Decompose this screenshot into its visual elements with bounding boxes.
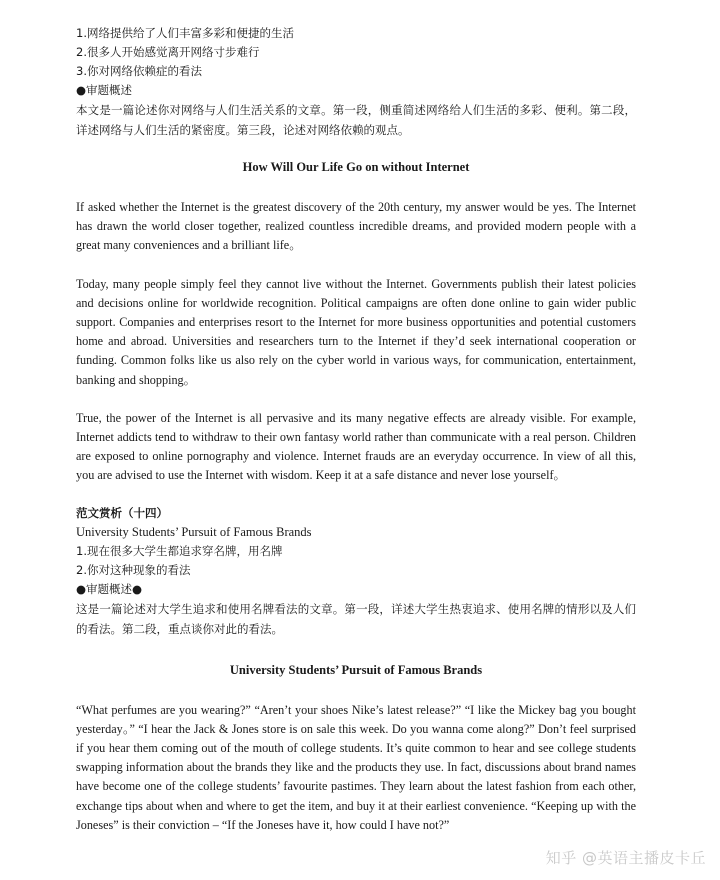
review-heading-2: ●审题概述●: [76, 581, 143, 596]
essay1-paragraph-1: If asked whether the Internet is the greatest discovery of the 20th century, my answer would be yes. The Internet has drawn the world closer together, realized countless incredible dreams, and provided modern people with a great many conveniences and a brilliant life。: [76, 200, 636, 253]
essay2-paragraph: “What perfumes are you wearing?” “Aren’t your shoes Nike’s latest release?” “I like the Mickey bag you bought yesterday。” “I hear the Jack & Jones store is on sale this week. Do you wanna come along?” Don’t feel surprised if you hear them coming out of the mouth of college students. It’s quite common to hear and see college students swapping information about the brands they like and the products they use. In fact, discussions about brand names have become one of the college students’ favourite pastimes. They learn about the latest fashion from each other, exchange tips about when and where to get the item, and buy it at their earliest convenience. “Keeping up with the Joneses” is their conviction – “If the Joneses have it, how could I have not?”: [76, 702, 636, 832]
section2-point-2: 2.你对这种现象的看法: [76, 562, 191, 577]
essay1-paragraph-3: True, the power of the Internet is all pervasive and its many negative effects are already visible. For example, Internet addicts tend to withdraw to their own fantasy world rather than communicate with a real person. Children are exposed to online pornography and violence. Internet frauds are an everyday occurrence. In view of all this, you are advised to use the Internet with wisdom. Keep it at a safe distance and never lose yourself。: [76, 410, 636, 483]
topic-point-1: 1.网络提供给了人们丰富多彩和便捷的生活: [76, 26, 294, 40]
review-text-1: 本文是一篇论述你对网络与人们生活关系的文章。第一段，侧重简述网络给人们生活的多彩、便利。第二段，详述网络与人们生活的紧密度。第三段，论述对网络依赖的观点。: [76, 103, 636, 137]
topic-point-3: 3.你对网络依赖症的看法: [76, 64, 202, 78]
section2-subtitle: University Students’ Pursuit of Famous Brands: [76, 524, 312, 539]
essay2-title: University Students’ Pursuit of Famous Brands: [229, 662, 483, 677]
review-heading-1: ●审题概述: [76, 83, 133, 97]
section2-point-1: 1.现在很多大学生都追求穿名牌，用名牌: [76, 543, 283, 558]
review-text-2: 这是一篇论述对大学生追求和使用名牌看法的文章。第一段，详述大学生热衷追求、使用名牌的情形以及人们的看法。第二段，重点谈你对此的看法。: [76, 601, 636, 636]
section2-heading: 范文赏析（十四）: [76, 505, 168, 520]
watermark: 知乎 @英语主播皮卡丘: [545, 849, 706, 867]
topic-point-2: 2.很多人开始感觉离开网络寸步难行: [76, 45, 260, 59]
document-page: [76, 24, 636, 835]
essay1-title: How Will Our Life Go on without Internet: [242, 160, 470, 174]
essay1-paragraph-2: Today, many people simply feel they cannot live without the Internet. Governments publish their latest policies and decisions online for worldwide recognition. Political campaigns are often done online to gain wider public support. Companies and enterprises resort to the Internet for more business opportunities and potential customers home and abroad. Universities and researchers turn to the Internet if they’d seek international cooperation or funding. Common folks like us also rely on the cyber world in various ways, for communication, entertainment, banking and shopping。: [76, 276, 636, 387]
